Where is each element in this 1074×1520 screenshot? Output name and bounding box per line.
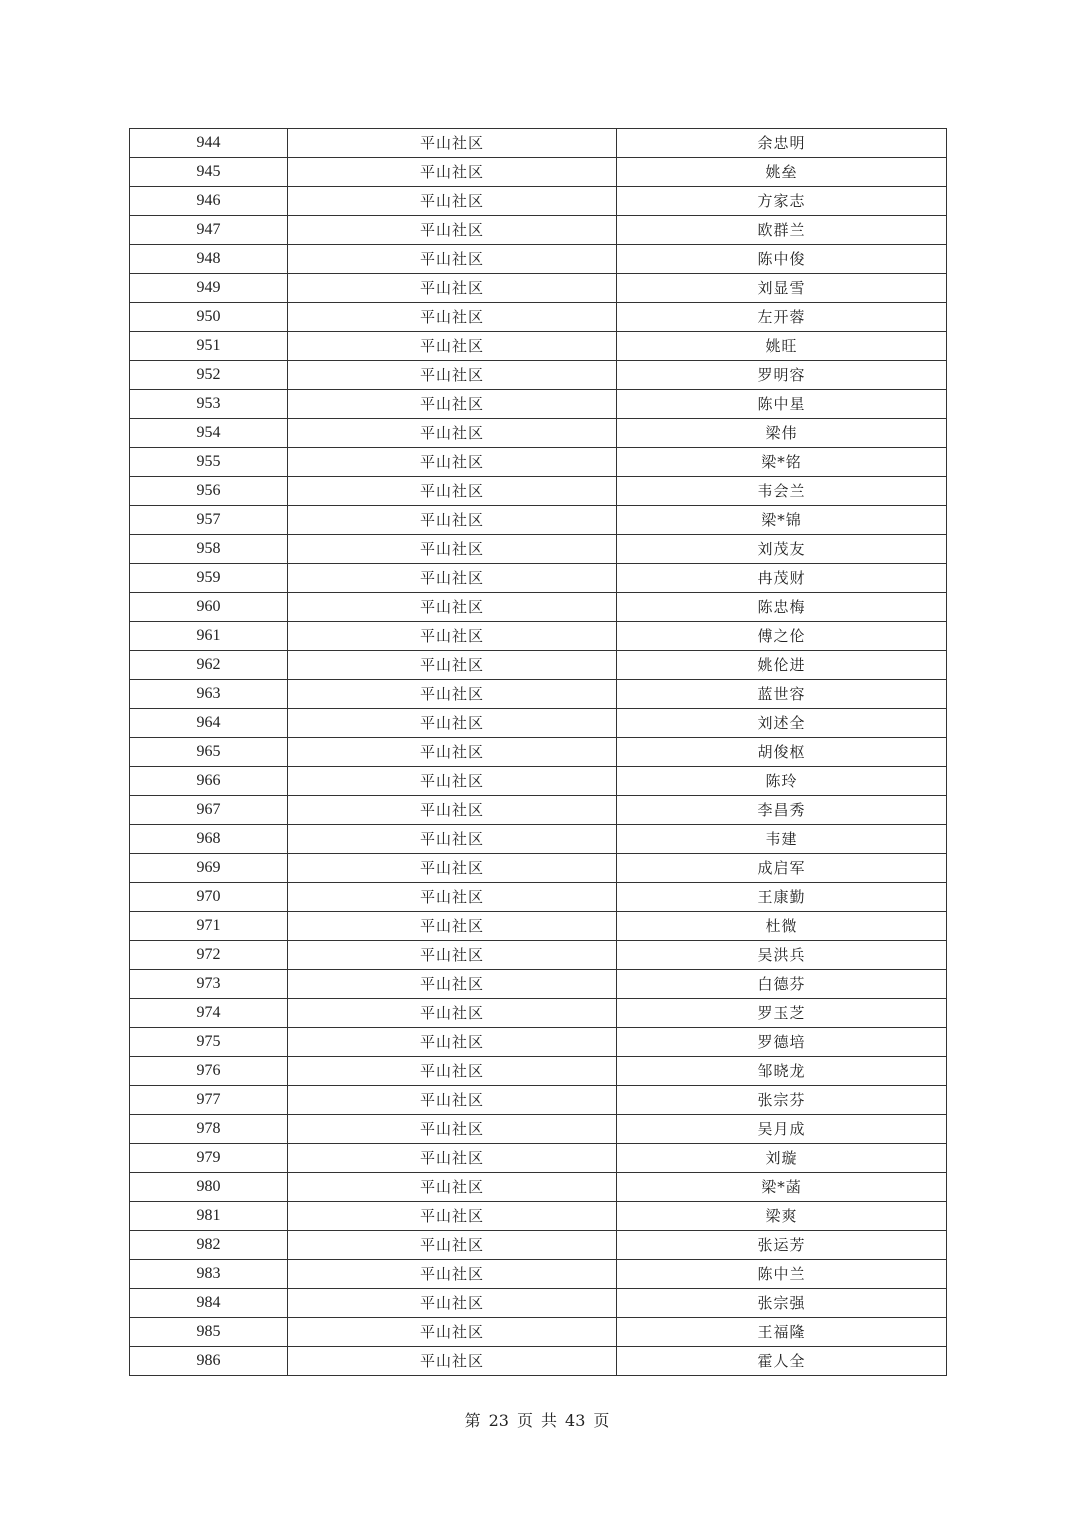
table-row	[130, 129, 947, 158]
person-name-cell: 左开蓉	[617, 303, 947, 332]
table-row	[130, 506, 947, 535]
row-number-cell: 983	[130, 1260, 288, 1289]
community-cell: 平山社区	[288, 767, 617, 796]
person-name-cell: 张宗强	[617, 1289, 947, 1318]
table-row	[130, 158, 947, 187]
person-name-cell: 吴洪兵	[617, 941, 947, 970]
table-row	[130, 680, 947, 709]
table-row	[130, 1028, 947, 1057]
footer-current-page: 23	[488, 1411, 509, 1430]
row-number-cell: 957	[130, 506, 288, 535]
person-name-cell: 陈忠梅	[617, 593, 947, 622]
table-row	[130, 187, 947, 216]
row-number-cell: 973	[130, 970, 288, 999]
person-name-cell: 霍人全	[617, 1347, 947, 1376]
person-name-cell: 刘璇	[617, 1144, 947, 1173]
community-cell: 平山社区	[288, 970, 617, 999]
person-name-cell: 冉茂财	[617, 564, 947, 593]
table-row	[130, 1173, 947, 1202]
table-row	[130, 419, 947, 448]
row-number-cell: 962	[130, 651, 288, 680]
person-name-cell: 姚旺	[617, 332, 947, 361]
person-name-cell: 姚垒	[617, 158, 947, 187]
community-cell: 平山社区	[288, 1028, 617, 1057]
community-cell: 平山社区	[288, 1057, 617, 1086]
row-number-cell: 979	[130, 1144, 288, 1173]
community-cell: 平山社区	[288, 245, 617, 274]
community-cell: 平山社区	[288, 622, 617, 651]
person-name-cell: 刘茂友	[617, 535, 947, 564]
person-name-cell: 王康勤	[617, 883, 947, 912]
row-number-cell: 972	[130, 941, 288, 970]
row-number-cell: 976	[130, 1057, 288, 1086]
community-cell: 平山社区	[288, 854, 617, 883]
person-name-cell: 韦会兰	[617, 477, 947, 506]
row-number-cell: 945	[130, 158, 288, 187]
person-name-cell: 罗明容	[617, 361, 947, 390]
community-cell: 平山社区	[288, 1202, 617, 1231]
row-number-cell: 968	[130, 825, 288, 854]
table-row	[130, 912, 947, 941]
row-number-cell: 948	[130, 245, 288, 274]
person-name-cell: 蓝世容	[617, 680, 947, 709]
row-number-cell: 982	[130, 1231, 288, 1260]
community-cell: 平山社区	[288, 709, 617, 738]
table-row	[130, 1057, 947, 1086]
row-number-cell: 951	[130, 332, 288, 361]
row-number-cell: 984	[130, 1289, 288, 1318]
community-cell: 平山社区	[288, 158, 617, 187]
table-row	[130, 1318, 947, 1347]
table-row	[130, 390, 947, 419]
table-row	[130, 332, 947, 361]
community-cell: 平山社区	[288, 1289, 617, 1318]
page-number-footer	[0, 1409, 1074, 1433]
community-cell: 平山社区	[288, 332, 617, 361]
community-cell: 平山社区	[288, 1086, 617, 1115]
table-row	[130, 941, 947, 970]
community-cell: 平山社区	[288, 1144, 617, 1173]
person-name-cell: 张运芳	[617, 1231, 947, 1260]
row-number-cell: 963	[130, 680, 288, 709]
community-cell: 平山社区	[288, 361, 617, 390]
person-name-cell: 方家志	[617, 187, 947, 216]
table-row	[130, 1202, 947, 1231]
footer-page-mid: 页	[516, 1411, 533, 1430]
table-row	[130, 1260, 947, 1289]
table-row	[130, 1231, 947, 1260]
row-number-cell: 950	[130, 303, 288, 332]
community-cell: 平山社区	[288, 680, 617, 709]
footer-page-suffix: 页	[593, 1411, 610, 1430]
footer-total-prefix: 共	[541, 1411, 558, 1430]
community-cell: 平山社区	[288, 535, 617, 564]
community-cell: 平山社区	[288, 1231, 617, 1260]
person-name-cell: 刘述全	[617, 709, 947, 738]
row-number-cell: 974	[130, 999, 288, 1028]
row-number-cell: 952	[130, 361, 288, 390]
community-cell: 平山社区	[288, 825, 617, 854]
table-row	[130, 796, 947, 825]
row-number-cell: 961	[130, 622, 288, 651]
table-row	[130, 535, 947, 564]
row-number-cell: 977	[130, 1086, 288, 1115]
person-name-cell: 刘显雪	[617, 274, 947, 303]
person-name-cell: 陈中星	[617, 390, 947, 419]
table-row	[130, 970, 947, 999]
person-name-cell: 傅之伦	[617, 622, 947, 651]
row-number-cell: 975	[130, 1028, 288, 1057]
person-name-cell: 杜微	[617, 912, 947, 941]
records-table	[129, 128, 947, 1376]
footer-page-prefix: 第	[464, 1411, 481, 1430]
person-name-cell: 梁*铭	[617, 448, 947, 477]
row-number-cell: 966	[130, 767, 288, 796]
community-cell: 平山社区	[288, 941, 617, 970]
community-cell: 平山社区	[288, 390, 617, 419]
row-number-cell: 981	[130, 1202, 288, 1231]
person-name-cell: 梁*菡	[617, 1173, 947, 1202]
person-name-cell: 梁*锦	[617, 506, 947, 535]
community-cell: 平山社区	[288, 564, 617, 593]
table-row	[130, 622, 947, 651]
community-cell: 平山社区	[288, 187, 617, 216]
person-name-cell: 梁伟	[617, 419, 947, 448]
row-number-cell: 964	[130, 709, 288, 738]
table-row	[130, 361, 947, 390]
row-number-cell: 971	[130, 912, 288, 941]
table-row	[130, 1347, 947, 1376]
table-row	[130, 303, 947, 332]
community-cell: 平山社区	[288, 1318, 617, 1347]
community-cell: 平山社区	[288, 303, 617, 332]
table-row	[130, 477, 947, 506]
person-name-cell: 张宗芬	[617, 1086, 947, 1115]
table-row	[130, 593, 947, 622]
community-cell: 平山社区	[288, 593, 617, 622]
row-number-cell: 946	[130, 187, 288, 216]
row-number-cell: 959	[130, 564, 288, 593]
community-cell: 平山社区	[288, 738, 617, 767]
person-name-cell: 欧群兰	[617, 216, 947, 245]
person-name-cell: 邹晓龙	[617, 1057, 947, 1086]
table-row	[130, 564, 947, 593]
community-cell: 平山社区	[288, 1115, 617, 1144]
community-cell: 平山社区	[288, 912, 617, 941]
footer-total-pages: 43	[565, 1411, 586, 1430]
row-number-cell: 980	[130, 1173, 288, 1202]
table-row	[130, 448, 947, 477]
community-cell: 平山社区	[288, 883, 617, 912]
person-name-cell: 姚伦进	[617, 651, 947, 680]
table-row	[130, 245, 947, 274]
person-name-cell: 成启军	[617, 854, 947, 883]
person-name-cell: 韦建	[617, 825, 947, 854]
community-cell: 平山社区	[288, 1347, 617, 1376]
row-number-cell: 970	[130, 883, 288, 912]
person-name-cell: 罗德培	[617, 1028, 947, 1057]
community-cell: 平山社区	[288, 796, 617, 825]
row-number-cell: 944	[130, 129, 288, 158]
table-row	[130, 825, 947, 854]
person-name-cell: 吴月成	[617, 1115, 947, 1144]
table-row	[130, 1115, 947, 1144]
row-number-cell: 967	[130, 796, 288, 825]
person-name-cell: 胡俊枢	[617, 738, 947, 767]
community-cell: 平山社区	[288, 1173, 617, 1202]
person-name-cell: 罗玉芝	[617, 999, 947, 1028]
person-name-cell: 余忠明	[617, 129, 947, 158]
table-row	[130, 1086, 947, 1115]
community-cell: 平山社区	[288, 1260, 617, 1289]
community-cell: 平山社区	[288, 477, 617, 506]
table-row	[130, 1144, 947, 1173]
row-number-cell: 956	[130, 477, 288, 506]
community-cell: 平山社区	[288, 999, 617, 1028]
records-table-body	[130, 129, 947, 1376]
row-number-cell: 978	[130, 1115, 288, 1144]
person-name-cell: 陈中兰	[617, 1260, 947, 1289]
row-number-cell: 969	[130, 854, 288, 883]
community-cell: 平山社区	[288, 216, 617, 245]
row-number-cell: 958	[130, 535, 288, 564]
row-number-cell: 949	[130, 274, 288, 303]
table-row	[130, 738, 947, 767]
row-number-cell: 947	[130, 216, 288, 245]
table-row	[130, 274, 947, 303]
table-row	[130, 709, 947, 738]
table-row	[130, 651, 947, 680]
community-cell: 平山社区	[288, 419, 617, 448]
table-row	[130, 1289, 947, 1318]
community-cell: 平山社区	[288, 129, 617, 158]
row-number-cell: 965	[130, 738, 288, 767]
person-name-cell: 梁爽	[617, 1202, 947, 1231]
person-name-cell: 陈玲	[617, 767, 947, 796]
table-row	[130, 854, 947, 883]
row-number-cell: 960	[130, 593, 288, 622]
row-number-cell: 953	[130, 390, 288, 419]
row-number-cell: 986	[130, 1347, 288, 1376]
community-cell: 平山社区	[288, 274, 617, 303]
person-name-cell: 李昌秀	[617, 796, 947, 825]
person-name-cell: 白德芬	[617, 970, 947, 999]
table-row	[130, 999, 947, 1028]
row-number-cell: 955	[130, 448, 288, 477]
community-cell: 平山社区	[288, 448, 617, 477]
table-row	[130, 216, 947, 245]
community-cell: 平山社区	[288, 651, 617, 680]
community-cell: 平山社区	[288, 506, 617, 535]
table-row	[130, 767, 947, 796]
row-number-cell: 985	[130, 1318, 288, 1347]
row-number-cell: 954	[130, 419, 288, 448]
table-row	[130, 883, 947, 912]
person-name-cell: 陈中俊	[617, 245, 947, 274]
person-name-cell: 王福隆	[617, 1318, 947, 1347]
